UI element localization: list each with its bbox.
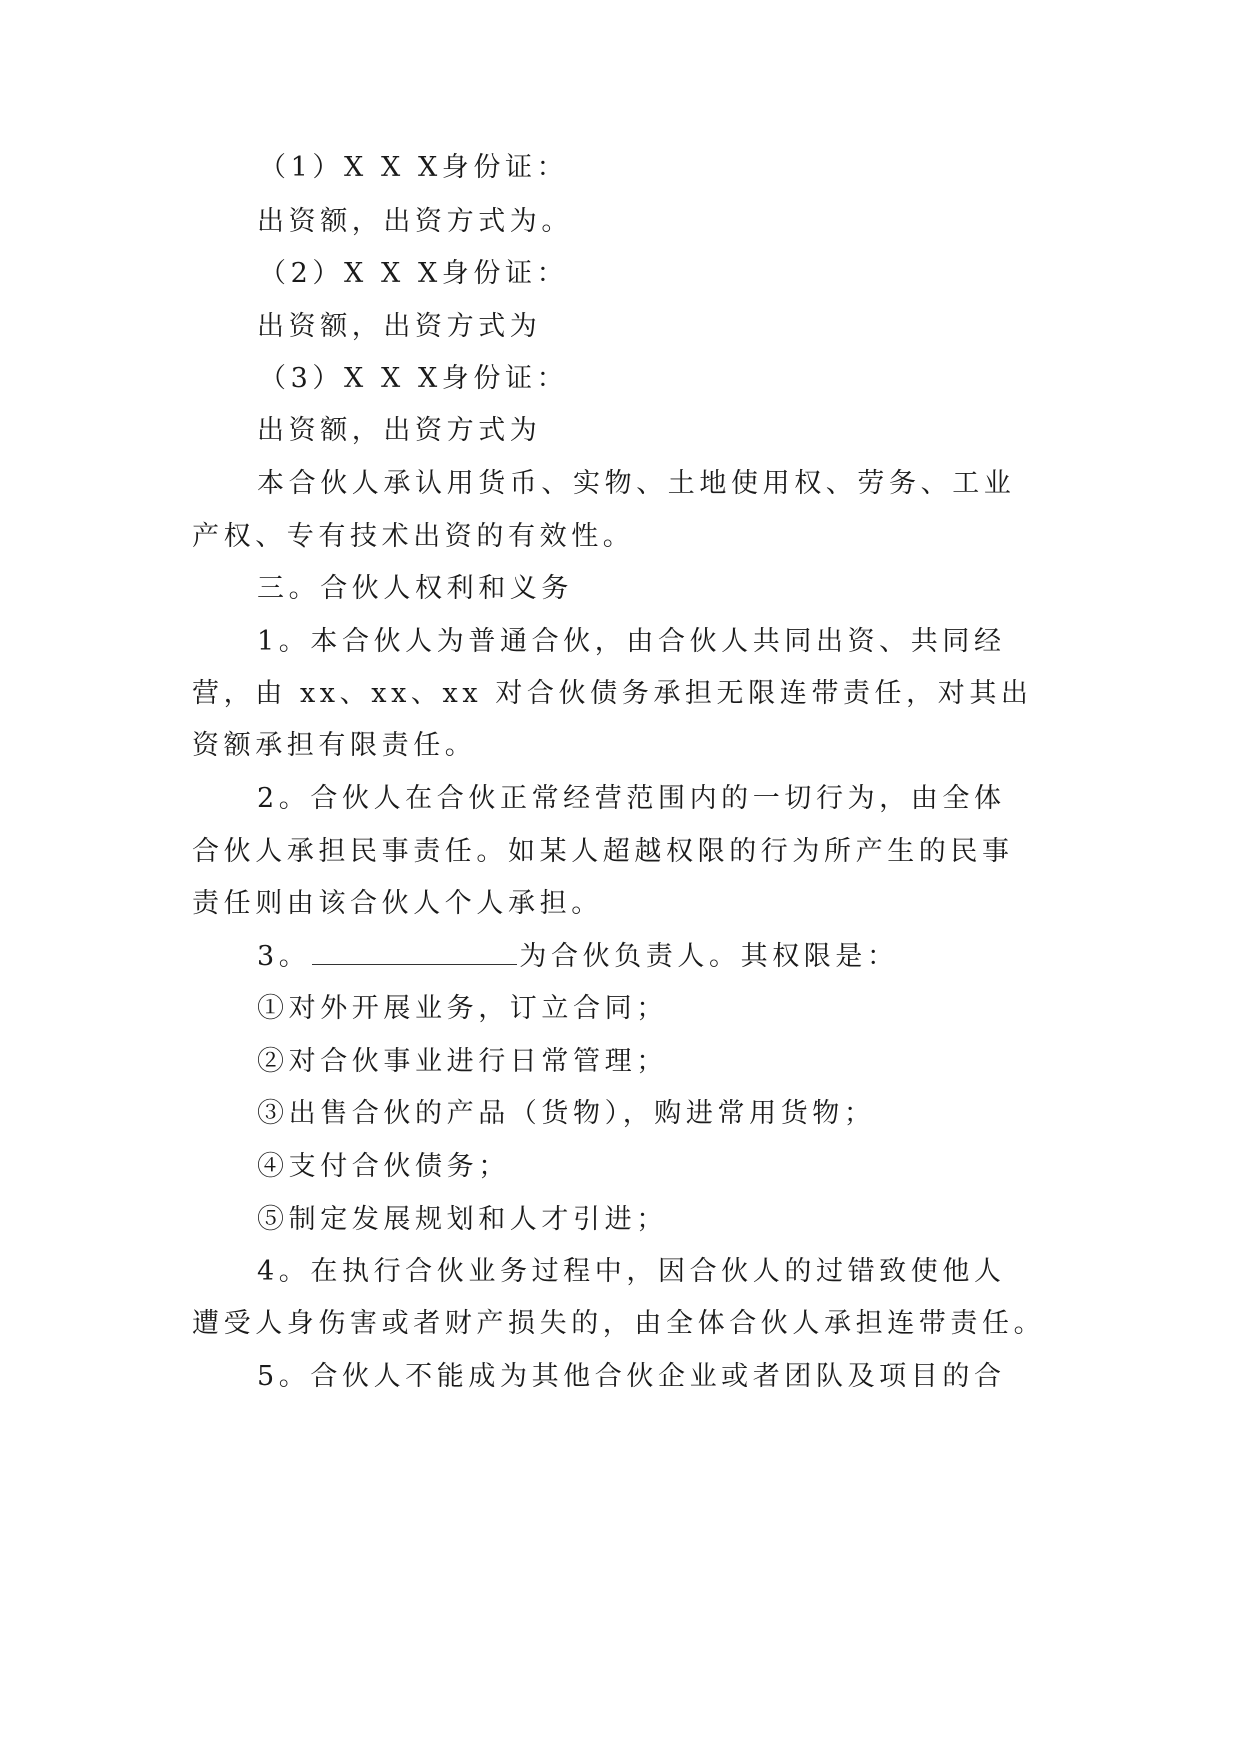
list-item: ②对合伙事业进行日常管理； — [257, 1046, 668, 1077]
paragraph-text-line: 遭受人身伤害或者财产损失的，由全体合伙人承担连带责任。 — [192, 1308, 1046, 1339]
partner-3-contribution-line: 出资额，出资方式为 — [257, 415, 542, 446]
section-heading: 三。合伙人权利和义务 — [257, 573, 573, 604]
partner-1-contribution-line: 出资额，出资方式为。 — [257, 206, 573, 237]
list-item: ④支付合伙债务； — [257, 1151, 510, 1182]
fill-in-blank[interactable] — [312, 942, 517, 965]
list-item: ⑤制定发展规划和人才引进； — [257, 1204, 668, 1235]
clause-number: 3。 — [257, 941, 311, 972]
partner-1-id-line: （1）X X X身份证： — [259, 152, 569, 183]
paragraph-text-line: 1。本合伙人为普通合伙，由合伙人共同出资、共同经 — [257, 626, 1006, 657]
paragraph-text-line: 2。合伙人在合伙正常经营范围内的一切行为，由全体 — [257, 783, 1006, 814]
paragraph-text-line: 产权、专有技术出资的有效性。 — [192, 521, 635, 552]
partner-2-id-line: （2）X X X身份证： — [259, 258, 569, 289]
paragraph-text-line: 5。合伙人不能成为其他合伙企业或者团队及项目的合 — [257, 1361, 1006, 1392]
paragraph-text-line: 营，由 xx、xx、xx 对合伙债务承担无限连带责任，对其出 — [192, 678, 1033, 709]
list-item: ①对外开展业务，订立合同； — [257, 993, 668, 1024]
responsible-person-line — [257, 939, 899, 975]
paragraph-text-line: 合伙人承担民事责任。如某人超越权限的行为所产生的民事 — [192, 836, 1014, 867]
paragraph-text-line: 本合伙人承认用货币、实物、土地使用权、劳务、工业 — [257, 468, 1016, 499]
clause-text: 为合伙负责人。其权限是： — [519, 941, 899, 972]
paragraph-text-line: 责任则由该合伙人个人承担。 — [192, 888, 603, 919]
list-item: ③出售合伙的产品（货物），购进常用货物； — [257, 1098, 876, 1129]
paragraph-text-line: 资额承担有限责任。 — [192, 730, 477, 761]
partner-2-contribution-line: 出资额，出资方式为 — [257, 311, 542, 342]
paragraph-text-line: 4。在执行合伙业务过程中，因合伙人的过错致使他人 — [257, 1256, 1006, 1287]
partner-3-id-line: （3）X X X身份证： — [259, 363, 569, 394]
